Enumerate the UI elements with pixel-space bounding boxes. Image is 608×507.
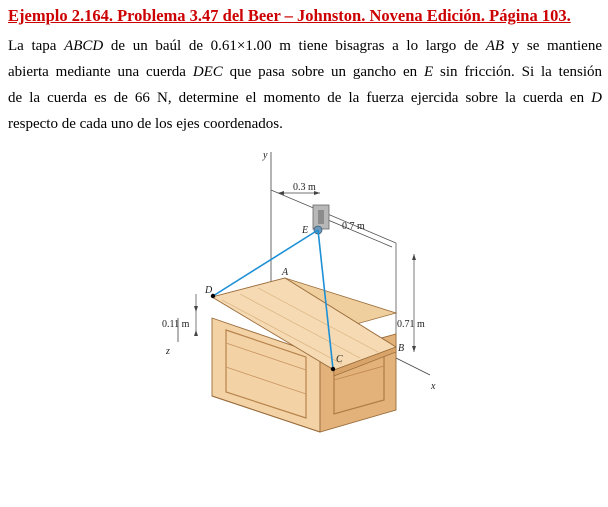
wall-edge-line bbox=[271, 190, 396, 243]
statement-line-1: La tapa ABCD de un baúl de 0.61×1.00 m tiene bisagras a lo largo de AB y se mantiene bbox=[8, 38, 602, 54]
example-title: Ejemplo 2.164. Problema 3.47 del Beer – Johnston. Novena Edición. Página 103. bbox=[8, 6, 571, 25]
statement-line-2: abierta mediante una cuerda DEC que pasa sobre un gancho en E sin fricción. Si la tensión bbox=[8, 64, 603, 80]
dim-top-label: 0.3 m bbox=[293, 182, 316, 193]
dim-height-arrow-bottom bbox=[412, 346, 416, 352]
dim-left-label: 0.11 m bbox=[162, 319, 190, 330]
dim-left-arrow-bottom bbox=[194, 330, 198, 336]
point-b-label: B bbox=[398, 343, 405, 354]
y-axis-label: y bbox=[263, 150, 268, 161]
dim-right-label: 0.7 m bbox=[342, 221, 365, 232]
point-a-label: A bbox=[282, 267, 289, 278]
problem-statement bbox=[8, 33, 602, 137]
statement-line-3: de la cuerda es de 66 N, determine el momento de la fuerza ejercida sobre la cuerda en D bbox=[8, 90, 602, 106]
point-c-label: C bbox=[336, 354, 343, 365]
x-axis-line bbox=[396, 358, 430, 375]
dim-height-arrow-top bbox=[412, 254, 416, 260]
chest-figure bbox=[0, 140, 608, 502]
x-axis-label: x bbox=[431, 381, 436, 392]
z-axis-label: z bbox=[166, 346, 170, 357]
hook-plate bbox=[318, 210, 324, 224]
statement-line-4: respecto de cada uno de los ejes coordenados. bbox=[8, 116, 283, 132]
point-d-label: D bbox=[205, 285, 213, 296]
point-e-label: E bbox=[302, 225, 309, 236]
dim-left-arrow-top bbox=[194, 306, 198, 312]
chest-diagram bbox=[0, 140, 608, 502]
dim-height-label: 0.71 m bbox=[397, 319, 425, 330]
point-c-dot bbox=[331, 367, 335, 371]
